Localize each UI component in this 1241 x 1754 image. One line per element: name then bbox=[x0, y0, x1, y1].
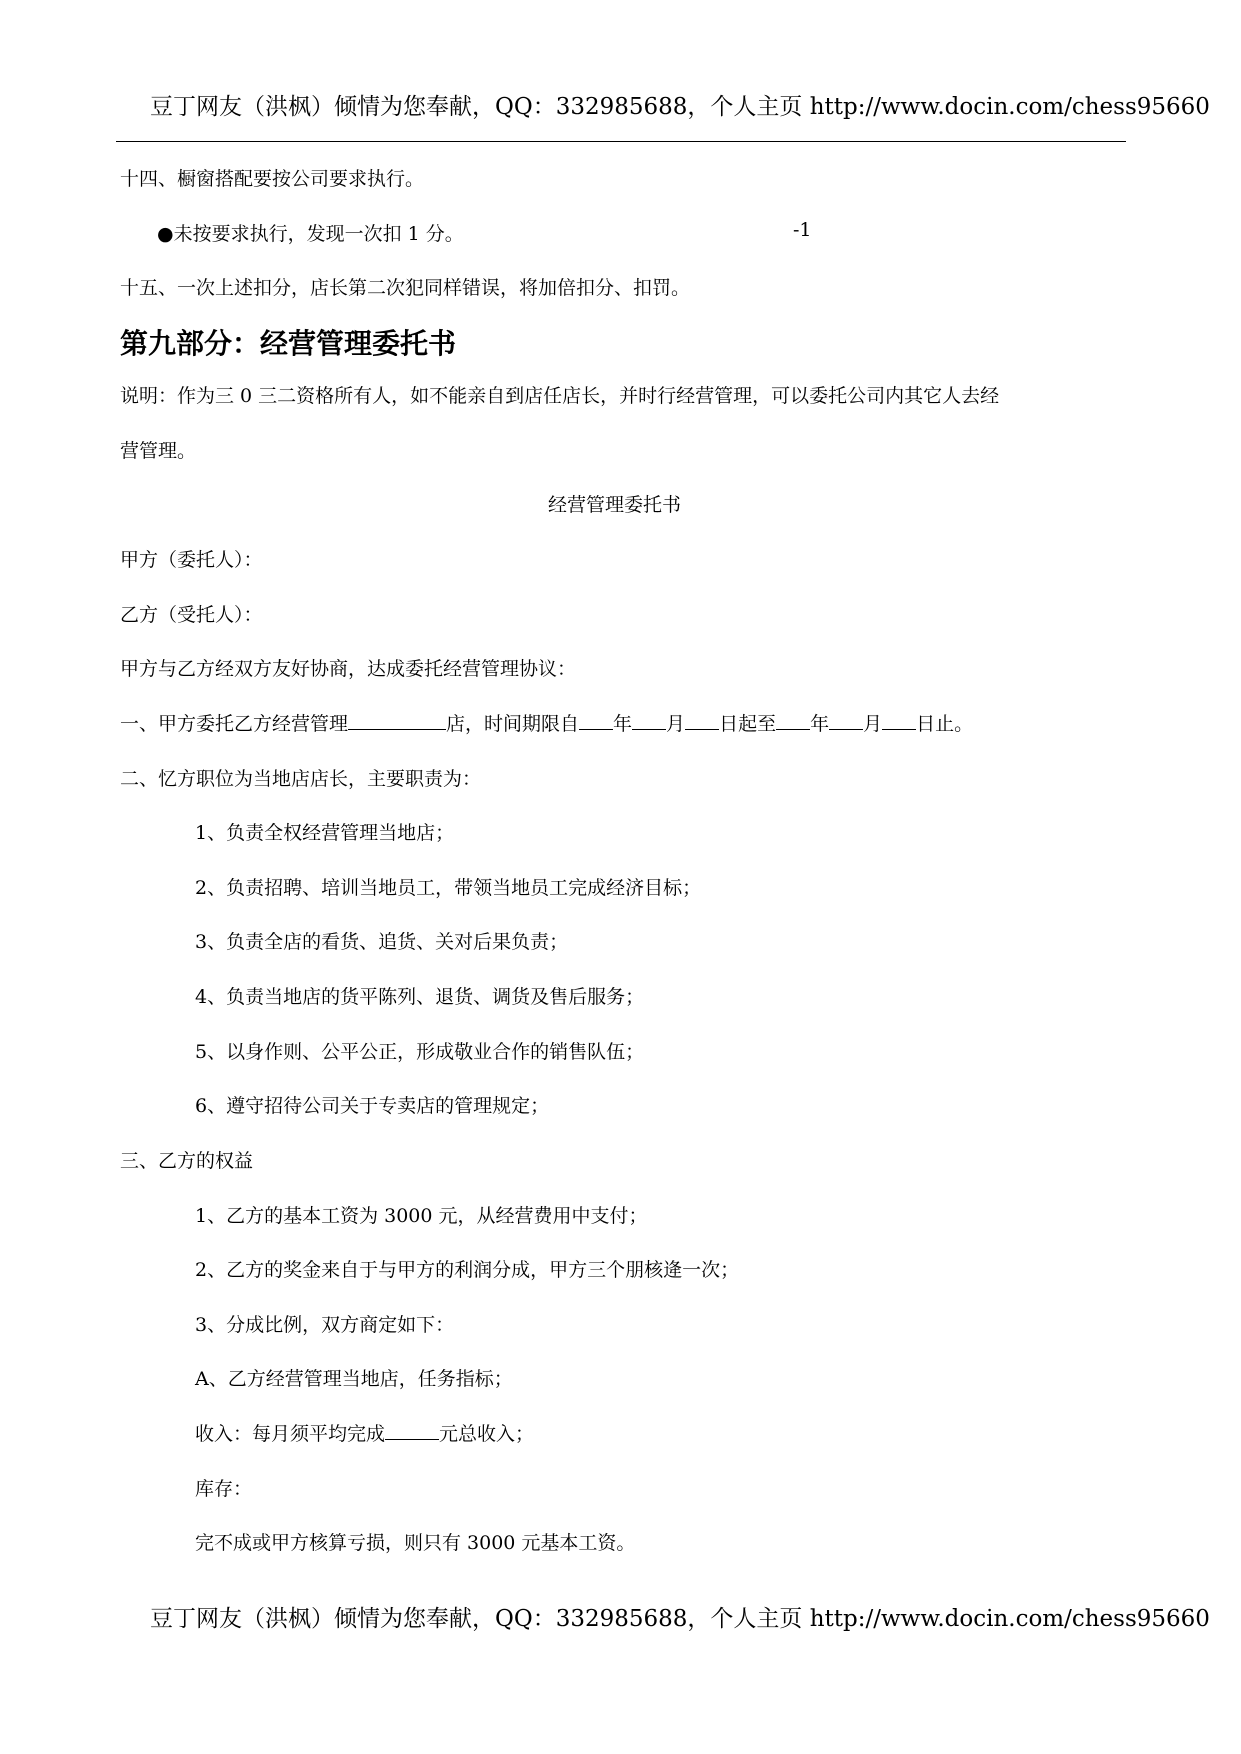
item-14-rule: ●未按要求执行，发现一次扣 1 分。 bbox=[157, 223, 464, 245]
start-month-label: 月 bbox=[666, 713, 686, 735]
inventory-line: 库存： bbox=[195, 1478, 253, 1500]
start-month-blank bbox=[632, 710, 666, 730]
end-year-blank bbox=[776, 710, 810, 730]
clause-1-text-a: 一、甲方委托乙方经营管理 bbox=[120, 713, 349, 735]
duty-item: 5、以身作则、公平公正，形成敬业合作的销售队伍； bbox=[195, 1041, 645, 1063]
note-line-2: 营管理。 bbox=[120, 440, 197, 462]
rights-item: 1、乙方的基本工资为 3000 元，从经营费用中支付； bbox=[195, 1205, 648, 1227]
doc-title: 经营管理委托书 bbox=[548, 494, 682, 516]
party-b: 乙方（受托人）： bbox=[120, 604, 263, 626]
note-line-1: 说明：作为三 0 三二资格所有人，如不能亲自到店任店长，并时行经营管理，可以委托公司内其它人去经 bbox=[120, 385, 1000, 407]
end-day-label: 日止。 bbox=[916, 713, 974, 735]
start-year-label: 年 bbox=[613, 713, 633, 735]
section-title: 第九部分：经营管理委托书 bbox=[120, 327, 457, 360]
duty-item: 6、遵守招待公司关于专卖店的管理规定； bbox=[195, 1095, 550, 1117]
clause-1-text-b: 店，时间期限自 bbox=[446, 713, 580, 735]
duty-item: 2、负责招聘、培训当地员工，带领当地员工完成经济目标； bbox=[195, 877, 702, 899]
rights-a: A、乙方经营管理当地店，任务指标； bbox=[195, 1368, 513, 1390]
end-month-blank bbox=[829, 710, 863, 730]
clause-1 bbox=[120, 709, 973, 736]
start-day-blank bbox=[685, 710, 719, 730]
store-name-blank bbox=[348, 710, 446, 730]
page-header: 豆丁网友（洪枫）倾情为您奉献，QQ：332985688，个人主页 http://www.docin.com/chess95660 bbox=[150, 94, 1210, 120]
agreement-intro: 甲方与乙方经双方友好协商，达成委托经营管理协议： bbox=[120, 658, 577, 680]
clause-2-title: 二、忆方职位为当地店店长，主要职责为： bbox=[120, 768, 482, 790]
end-day-blank bbox=[882, 710, 916, 730]
header-rule bbox=[116, 141, 1126, 142]
party-a: 甲方（委托人）： bbox=[120, 549, 263, 571]
fallback-line: 完不成或甲方核算亏损，则只有 3000 元基本工资。 bbox=[195, 1532, 636, 1554]
income-unit: 元总收入； bbox=[439, 1423, 535, 1445]
income-amount-blank bbox=[385, 1420, 439, 1440]
duty-item: 1、负责全权经营管理当地店； bbox=[195, 822, 455, 844]
start-year-blank bbox=[579, 710, 613, 730]
rights-item: 2、乙方的奖金来自于与甲方的利润分成，甲方三个朋核逄一次； bbox=[195, 1259, 740, 1281]
end-month-label: 月 bbox=[863, 713, 883, 735]
item-14: 十四、橱窗搭配要按公司要求执行。 bbox=[120, 168, 425, 190]
end-year-label: 年 bbox=[810, 713, 830, 735]
duty-item: 4、负责当地店的货平陈列、退货、调货及售后服务； bbox=[195, 986, 645, 1008]
duty-item: 3、负责全店的看货、追货、关对后果负责； bbox=[195, 931, 569, 953]
start-day-label: 日起至 bbox=[719, 713, 777, 735]
income-line bbox=[195, 1419, 534, 1446]
rights-item: 3、分成比例，双方商定如下： bbox=[195, 1314, 455, 1336]
item-15: 十五、一次上述扣分，店长第二次犯同样错误，将加倍扣分、扣罚。 bbox=[120, 277, 691, 299]
item-14-score: -1 bbox=[793, 219, 812, 241]
clause-3-title: 三、乙方的权益 bbox=[120, 1150, 254, 1172]
income-label: 收入：每月须平均完成 bbox=[195, 1423, 386, 1445]
page-footer: 豆丁网友（洪枫）倾情为您奉献，QQ：332985688，个人主页 http://www.docin.com/chess95660 bbox=[150, 1606, 1210, 1632]
